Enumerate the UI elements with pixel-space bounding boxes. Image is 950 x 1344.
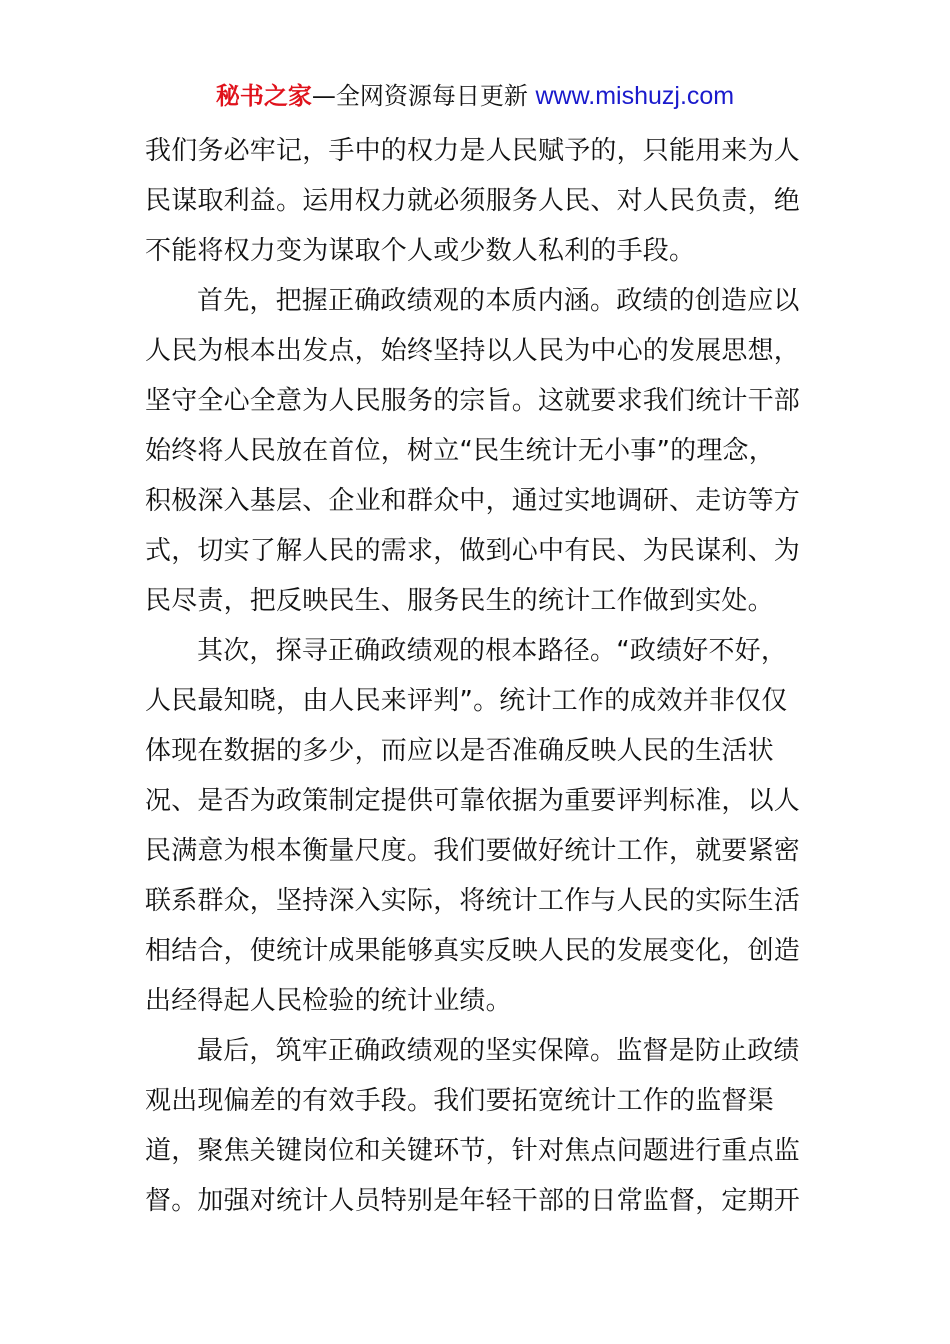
- site-tagline: —全网资源每日更新: [311, 82, 528, 110]
- text-line: 人民最知晓，由人民来评判”。统计工作的成效并非仅仅: [145, 686, 788, 716]
- text-line: 况、是否为政策制定提供可靠依据为重要评判标准，以人: [145, 786, 801, 816]
- text-line: 其次，探寻正确政绩观的根本路径。“政绩好不好，: [197, 636, 788, 666]
- text-line: 民满意为根本衡量尺度。我们要做好统计工作，就要紧密: [145, 836, 801, 866]
- text-line: 相结合，使统计成果能够真实反映人民的发展变化，创造: [145, 936, 801, 966]
- text-line: 积极深入基层、企业和群众中，通过实地调研、走访等方: [145, 486, 801, 516]
- text-line: 坚守全心全意为人民服务的宗旨。这就要求我们统计干部: [145, 386, 801, 416]
- text-line: 式，切实了解人民的需求，做到心中有民、为民谋利、为: [145, 536, 801, 566]
- text-line: 体现在数据的多少，而应以是否准确反映人民的生活状: [145, 736, 774, 766]
- text-line: 观出现偏差的有效手段。我们要拓宽统计工作的监督渠: [145, 1086, 774, 1116]
- text-line: 始终将人民放在首位，树立“民生统计无小事”的理念，: [145, 436, 775, 466]
- site-brand: 秘书之家: [215, 82, 312, 110]
- text-line: 督。加强对统计人员特别是年轻干部的日常监督，定期开: [145, 1186, 801, 1216]
- text-line: 不能将权力变为谋取个人或少数人私利的手段。: [145, 236, 696, 266]
- text-line: 最后，筑牢正确政绩观的坚实保障。监督是防止政绩: [197, 1036, 800, 1066]
- text-line: 联系群众，坚持深入实际，将统计工作与人民的实际生活: [145, 886, 801, 916]
- site-url-link[interactable]: www.mishuzj.com: [535, 82, 735, 110]
- text-line: 首先，把握正确政绩观的本质内涵。政绩的创造应以: [197, 286, 800, 316]
- text-line: 民谋取利益。运用权力就必须服务人民、对人民负责，绝: [145, 186, 801, 216]
- site-header: [0, 80, 950, 112]
- text-line: 民尽责，把反映民生、服务民生的统计工作做到实处。: [145, 586, 774, 616]
- text-line: 我们务必牢记，手中的权力是人民赋予的，只能用来为人: [145, 136, 801, 166]
- text-line: 人民为根本出发点，始终坚持以人民为中心的发展思想，: [145, 336, 801, 366]
- text-line: 道，聚焦关键岗位和关键环节，针对焦点问题进行重点监: [145, 1136, 801, 1166]
- text-line: 出经得起人民检验的统计业绩。: [145, 986, 512, 1016]
- document-body: [145, 126, 811, 1226]
